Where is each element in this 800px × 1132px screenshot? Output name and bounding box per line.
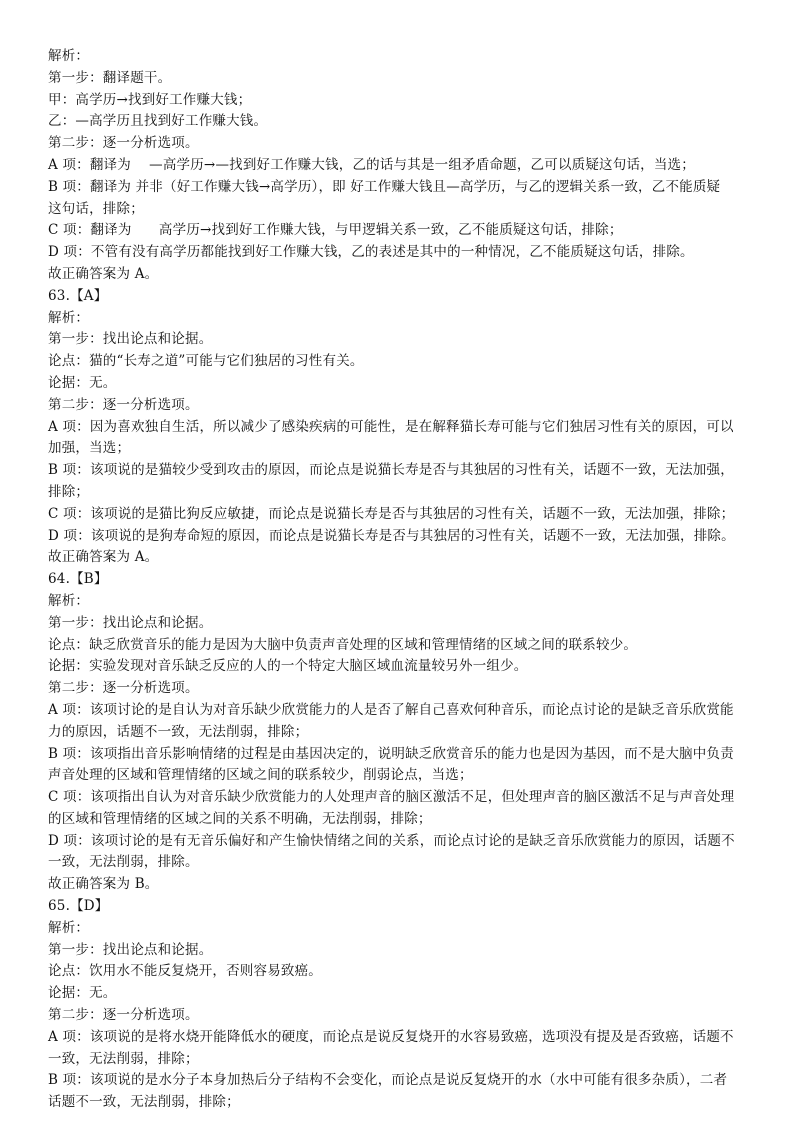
text-line: A 项：因为喜欢独自生活，所以减少了感染疾病的可能性，是在解释猫长寿可能与它们独居习性有关的原因，可以 <box>48 418 734 435</box>
text-line: 乙：—高学历且找到好工作赚大钱。 <box>48 113 268 130</box>
text-line: 加强，当选； <box>48 440 131 457</box>
text-line: A 项：该项讨论的是自认为对音乐缺少欣赏能力的人是否了解自己喜欢何种音乐，而论点讨论的是缺乏音乐欣赏能 <box>48 701 734 718</box>
text-line: 一致，无法削弱，排除； <box>48 1050 199 1067</box>
text-line: 故正确答案为 A。 <box>48 549 159 566</box>
text-line: 第一步：找出论点和论据。 <box>48 331 213 348</box>
text-line: A 项：翻译为 —高学历→—找到好工作赚大钱，乙的话与其是一组矛盾命题，乙可以质疑这句话，当选； <box>48 156 695 173</box>
text-line: B 项：该项指出音乐影响情绪的过程是由基因决定的，说明缺乏欣赏音乐的能力也是因为基因，而不是大脑中负责 <box>48 745 734 762</box>
text-line: 论点：猫的“长寿之道”可能与它们独居的习性有关。 <box>48 353 364 370</box>
text-line: 第二步：逐一分析选项。 <box>48 1007 199 1024</box>
text-line: C 项：该项说的是猫比狗反应敏捷，而论点是说猫长寿是否与其独居的习性有关，话题不一致，无法加强，排除； <box>48 505 735 522</box>
text-line: 力的原因，话题不一致，无法削弱，排除； <box>48 723 309 740</box>
text-line: C 项：该项指出自认为对音乐缺少欣赏能力的人处理声音的脑区激活不足，但处理声音的脑区激活不足与声音处理 <box>48 789 735 806</box>
text-line: 论据：实验发现对音乐缺乏反应的人的一个特定大脑区域血流量较另外一组少。 <box>48 658 528 675</box>
text-line: 这句话，排除； <box>48 200 144 217</box>
text-line: 一致，无法削弱，排除。 <box>48 854 199 871</box>
text-line: D 项：该项讨论的是有无音乐偏好和产生愉快情绪之间的关系，而论点讨论的是缺乏音乐欣赏能力的原因，话题不 <box>48 832 735 849</box>
question-number: 65.【D】 <box>48 898 109 915</box>
text-line: A 项：该项说的是将水烧开能降低水的硬度，而论点是说反复烧开的水容易致癌，选项没有提及是否致癌，话题不 <box>48 1028 734 1045</box>
text-line: 解析： <box>48 592 90 609</box>
text-line: 第二步：逐一分析选项。 <box>48 135 199 152</box>
text-line: 第二步：逐一分析选项。 <box>48 396 199 413</box>
text-line: 声音处理的区域和管理情绪的区域之间的联系较少，削弱论点，当选； <box>48 767 473 784</box>
text-line: C 项：翻译为 高学历→找到好工作赚大钱，与甲逻辑关系一致，乙不能质疑这句话，排除； <box>48 222 623 239</box>
text-line: B 项：该项说的是水分子本身加热后分子结构不会变化，而论点是说反复烧开的水（水中可能有很多杂质），二者 <box>48 1072 728 1089</box>
text-line: D 项：不管有没有高学历都能找到好工作赚大钱，乙的表述是其中的一种情况，乙不能质疑这句话，排除。 <box>48 244 694 261</box>
text-line: 论点：缺乏欣赏音乐的能力是因为大脑中负责声音处理的区域和管理情绪的区域之间的联系较少。 <box>48 636 638 653</box>
text-line: 的区域和管理情绪的区域之间的关系不明确，无法削弱，排除； <box>48 810 432 827</box>
question-number: 63.【A】 <box>48 287 108 304</box>
text-line: 第二步：逐一分析选项。 <box>48 680 199 697</box>
text-line: 第一步：找出论点和论据。 <box>48 614 213 631</box>
text-line: 解析： <box>48 48 90 64</box>
question-number: 64.【B】 <box>48 571 108 588</box>
text-line: B 项：翻译为 并非（好工作赚大钱→高学历），即 好工作赚大钱且—高学历，与乙的逻辑关系一致，乙不能质疑 <box>48 178 721 195</box>
text-line: 第一步：翻译题干。 <box>48 69 172 86</box>
text-line: 排除； <box>48 483 90 500</box>
text-line: 论据：无。 <box>48 374 117 391</box>
text-line: 第一步：找出论点和论据。 <box>48 941 213 958</box>
text-line: D 项：该项说的是狗寿命短的原因，而论点是说猫长寿是否与其独居的习性有关，话题不一致，无法加强，排除。 <box>48 527 735 544</box>
text-line: 解析： <box>48 309 90 326</box>
text-line: 故正确答案为 B。 <box>48 876 159 893</box>
text-line: 故正确答案为 A。 <box>48 265 159 282</box>
text-line: B 项：该项说的是猫较少受到攻击的原因，而论点是说猫长寿是否与其独居的习性有关，话题不一致，无法加强， <box>48 462 734 479</box>
text-line: 解析： <box>48 919 90 936</box>
text-line: 论点：饮用水不能反复烧开，否则容易致癌。 <box>48 963 322 980</box>
text-line: 甲：高学历→找到好工作赚大钱； <box>48 91 252 108</box>
text-line: 话题不一致，无法削弱，排除； <box>48 1094 240 1111</box>
text-line: 论据：无。 <box>48 985 117 1002</box>
